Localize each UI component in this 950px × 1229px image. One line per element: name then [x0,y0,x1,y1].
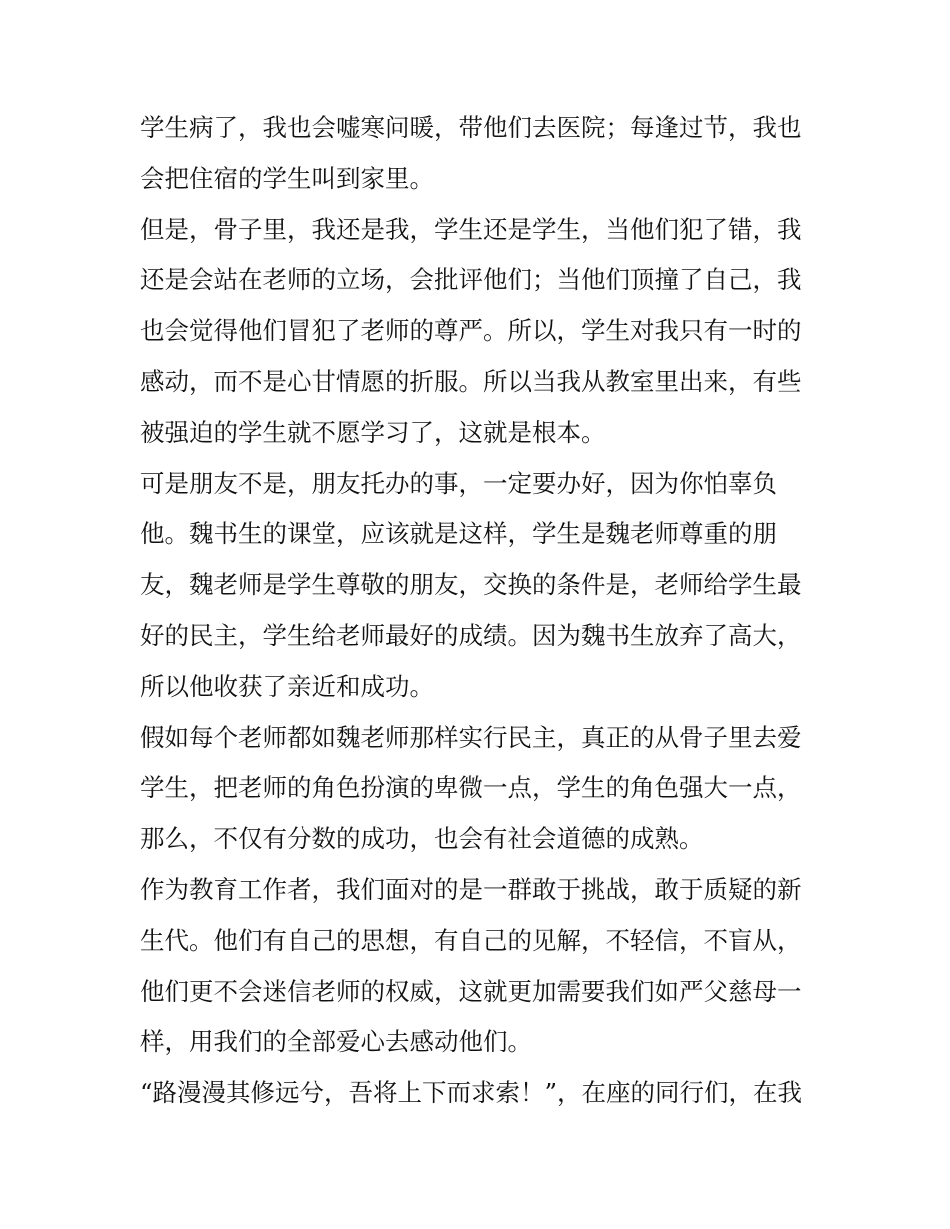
text-line-12: 所以他收获了亲近和成功。 [140,671,434,701]
text-line-18: 他们更不会迷信老师的权威，这就更加需要我们如严父慈母一 [140,976,802,1006]
text-line-16: 作为教育工作者，我们面对的是一群敢于挑战，敢于质疑的新 [140,874,802,904]
text-line-3: 但是，骨子里，我还是我，学生还是学生，当他们犯了错，我 [140,214,802,244]
text-line-7: 被强迫的学生就不愿学习了，这就是根本。 [140,417,606,447]
text-line-9: 他。魏书生的课堂，应该就是这样，学生是魏老师尊重的朋 [140,519,777,549]
text-line-15: 那么，不仅有分数的成功，也会有社会道德的成熟。 [140,824,704,854]
text-line-10: 友，魏老师是学生尊敬的朋友，交换的条件是，老师给学生最 [140,570,802,600]
text-line-1: 学生病了，我也会嘘寒问暖，带他们去医院；每逢过节，我也 [140,113,802,142]
text-line-6: 感动，而不是心甘情愿的折服。所以当我从教室里出来，有些 [140,366,802,396]
text-line-8: 可是朋友不是，朋友托办的事，一定要办好，因为你怕辜负 [140,468,777,498]
text-line-2: 会把住宿的学生叫到家里。 [140,163,434,193]
document-body [140,103,830,1119]
text-line-14: 学生，把老师的角色扮演的卑微一点，学生的角色强大一点， [140,773,802,803]
text-line-13: 假如每个老师都如魏老师那样实行民主，真正的从骨子里去爱 [140,722,802,752]
text-line-20: “路漫漫其修远兮，吾将上下而求索！”，在座的同行们，在我 [140,1078,803,1108]
text-line-17: 生代。他们有自己的思想，有自己的见解，不轻信，不盲从， [140,925,802,955]
text-line-5: 也会觉得他们冒犯了老师的尊严。所以，学生对我只有一时的 [140,316,802,346]
text-line-19: 样，用我们的全部爱心去感动他们。 [140,1027,532,1057]
text-line-11: 好的民主，学生给老师最好的成绩。因为魏书生放弃了高大， [140,620,802,650]
text-line-4: 还是会站在老师的立场，会批评他们；当他们顶撞了自己，我 [140,265,802,295]
